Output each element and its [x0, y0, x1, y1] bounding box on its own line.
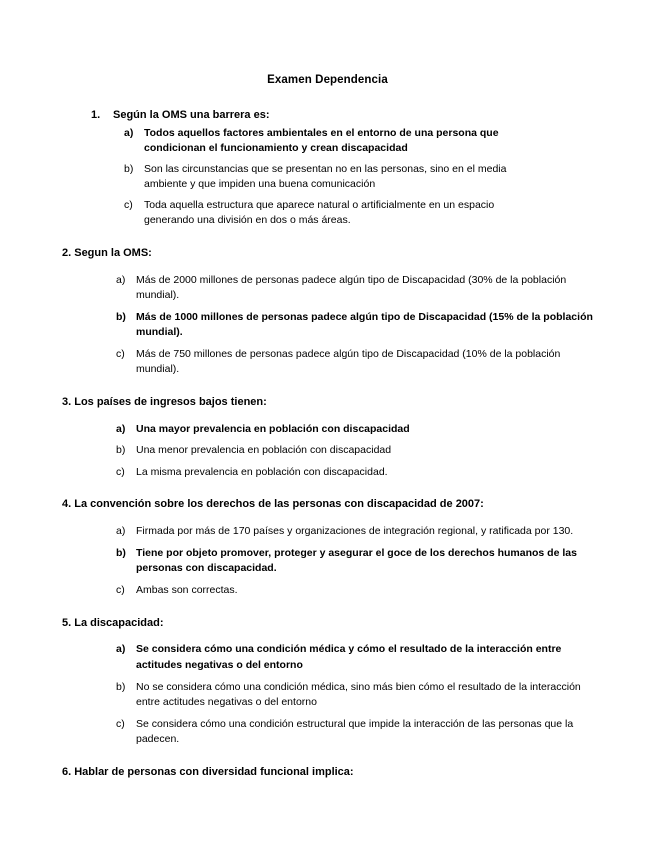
answer-option[interactable] [116, 717, 593, 748]
answer-label: a) [124, 126, 134, 139]
answer-label: c) [116, 347, 125, 360]
answer-option[interactable] [116, 680, 593, 711]
answer-option[interactable] [116, 443, 593, 459]
answer-label: b) [116, 546, 126, 559]
answer-label: c) [116, 583, 125, 596]
question-4-prompt: 4. La convención sobre los derechos de las personas con discapacidad de 2007: [62, 498, 484, 511]
answer-text: Tiene por objeto promover, proteger y asegurar el goce de los derechos humanos de las personas con discapacidad. [136, 546, 577, 575]
question-2-prompt: 2. Segun la OMS: [62, 246, 152, 259]
question-5 [62, 616, 593, 748]
answer-label: b) [116, 310, 126, 323]
answer-label: a) [116, 422, 126, 435]
answer-option[interactable] [124, 162, 593, 193]
question-2 [62, 246, 593, 378]
document-title: Examen Dependencia [267, 74, 388, 86]
answer-label: a) [116, 525, 126, 538]
answer-option[interactable] [116, 347, 593, 378]
answer-option[interactable] [124, 198, 593, 229]
answer-text: Ambas son correctas. [136, 583, 238, 596]
answer-label: c) [116, 465, 125, 478]
question-1-number: 1. [91, 109, 101, 121]
question-5-answers [62, 642, 593, 747]
answer-label: c) [116, 717, 125, 730]
question-1-heading [62, 108, 593, 124]
answer-text: Se considera cómo una condición médica y cómo el resultado de la interacción entre actitudes negativas o del entorno [136, 643, 562, 671]
answer-text: La misma prevalencia en población con discapacidad. [136, 465, 388, 478]
question-4-answers [62, 524, 593, 598]
question-3-prompt: 3. Los países de ingresos bajos tienen: [62, 395, 267, 408]
question-3-answers [62, 422, 593, 481]
answer-option[interactable] [116, 273, 593, 304]
answer-text: Firmada por más de 170 países y organizaciones de integración regional, y ratificada por 130. [136, 525, 574, 538]
question-4 [62, 497, 593, 598]
question-5-prompt: 5. La discapacidad: [62, 616, 164, 629]
answer-text: Una menor prevalencia en población con discapacidad [136, 444, 392, 457]
answer-label: a) [116, 643, 126, 656]
answer-option[interactable] [116, 583, 593, 599]
question-6 [62, 765, 593, 781]
question-1 [62, 108, 593, 229]
answer-label: b) [116, 444, 126, 457]
answer-option[interactable] [116, 524, 593, 540]
answer-text: Se considera cómo una condición estructural que impide la interacción de las personas que la padecen. [136, 717, 574, 746]
answer-label: b) [116, 680, 126, 693]
answer-text: Más de 1000 millones de personas padece algún tipo de Discapacidad (15% de la población mundial). [136, 310, 593, 339]
question-3 [62, 395, 593, 481]
answer-option[interactable] [116, 642, 593, 673]
answer-label: c) [124, 198, 133, 211]
question-2-answers [62, 273, 593, 378]
answer-option[interactable] [116, 422, 593, 438]
answer-text: Son las circunstancias que se presentan no en las personas, sino en el media ambiente y que impiden una buena comunicación [144, 162, 507, 191]
answer-option[interactable] [124, 126, 593, 157]
question-1-answers [62, 126, 593, 229]
answer-option[interactable] [116, 310, 593, 341]
answer-option[interactable] [116, 546, 593, 577]
answer-text: No se considera cómo una condición médica, sino más bien cómo el resultado de la interacción entre actitudes negativas o del entorno [136, 680, 581, 709]
answer-label: b) [124, 162, 134, 175]
answer-text: Más de 750 millones de personas padece algún tipo de Discapacidad (10% de la población mundial). [136, 347, 561, 376]
question-6-prompt: 6. Hablar de personas con diversidad funcional implica: [62, 765, 354, 778]
answer-text: Más de 2000 millones de personas padece algún tipo de Discapacidad (30% de la población mundial). [136, 273, 567, 302]
answer-label: a) [116, 273, 126, 286]
answer-option[interactable] [116, 465, 593, 481]
answer-text: Toda aquella estructura que aparece natural o artificialmente en un espacio generando una división en dos o más áreas. [144, 198, 495, 227]
question-1-prompt: Según la OMS una barrera es: [113, 109, 270, 121]
answer-text: Una mayor prevalencia en población con discapacidad [136, 422, 410, 435]
answer-text: Todos aquellos factores ambientales en el entorno de una persona que condicionan el funcionamiento y crean discapacidad [144, 126, 499, 155]
